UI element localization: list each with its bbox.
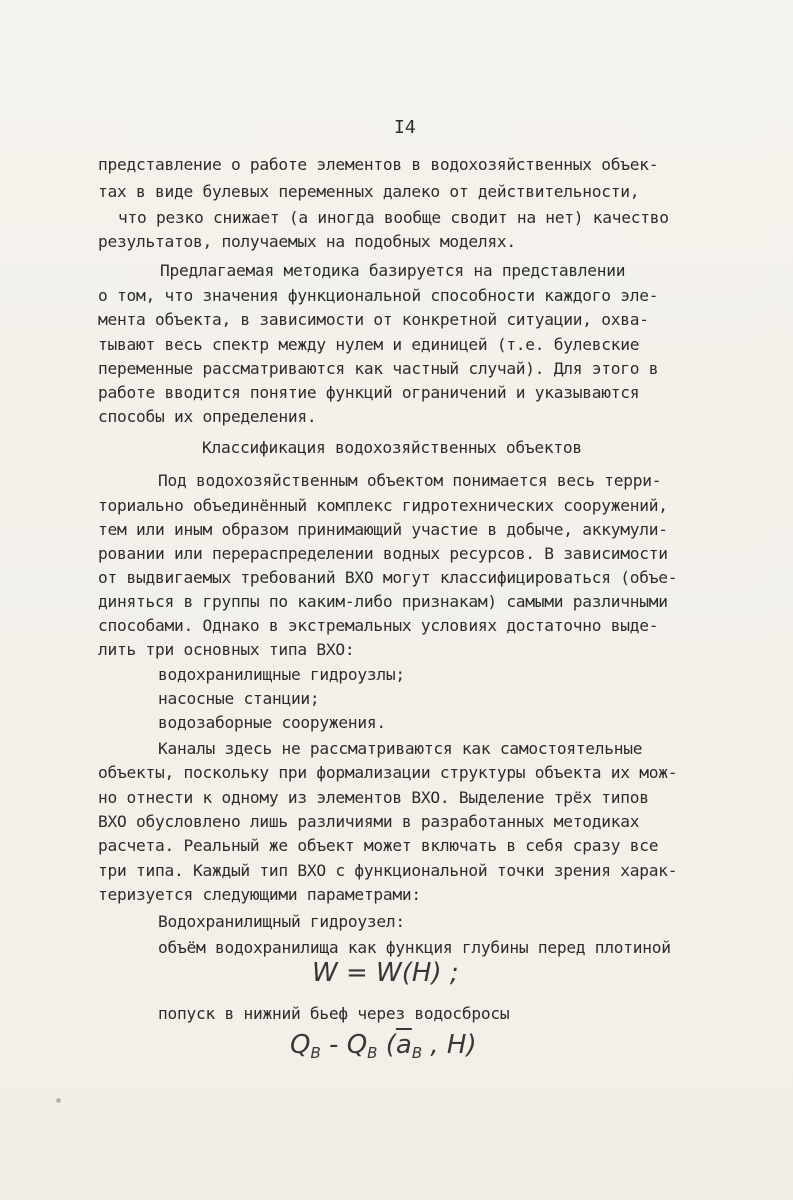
text-line: тывают весь спектр между нулем и единицей (т.е. булевские [98,335,640,354]
formula-term: W(H) [376,958,442,988]
text-line: что резко снижает (а иногда вообще сводит на нет) качество [118,208,669,227]
text-line: тем или иным образом принимающий участие в добыче, аккумули- [98,520,668,539]
formula-end: ; [441,958,459,988]
text-line: три типа. Каждый тип ВХО с функциональной точки зрения харак- [98,861,678,880]
text-line: лить три основных типа ВХО: [98,640,355,659]
page-number: I4 [394,117,416,138]
text-line: способы их определения. [98,407,317,426]
text-line: ВХО обусловлено лишь различиями в разработанных методиках [98,812,640,831]
formula-separator: , [422,1030,447,1060]
text-line: способами. Однако в экстремальных условиях достаточно выде- [98,616,659,635]
formula-term: Q [290,1030,311,1060]
text-line: Под водохозяйственным объектом понимается весь терри- [158,471,662,490]
text-line: диняться в группы по каким-либо признакам) самыми различными [98,592,668,611]
formula-paren: ) [466,1030,477,1060]
text-line: Водохранилищный гидроузел: [158,912,405,931]
text-line: мента объекта, в зависимости от конкретной ситуации, охва- [98,310,649,329]
formula-term: H [446,1030,467,1060]
list-item: водохранилищные гидроузлы; [158,665,405,684]
section-heading: Классификация водохозяйственных объектов [202,438,582,457]
list-item: насосные станции; [158,689,320,708]
formula-term: $\overline{a}$ [395,1030,412,1060]
formula-subscript: B [367,1044,378,1062]
formula-paren: ( [377,1030,396,1060]
text-line: ториально объединённый комплекс гидротехнических сооружений, [98,496,668,515]
list-item: водозаборные сооружения. [158,713,386,732]
text-line: переменные рассматриваются как частный случай). Для этого в [98,359,659,378]
text-line: попуск в нижний бьеф через водосбросы [158,1004,510,1023]
formula-volume [312,958,459,988]
text-line: о том, что значения функциональной способности каждого эле- [98,286,659,305]
text-line: работе вводится понятие функций ограничений и указываются [98,383,640,402]
text-line: Предлагаемая методика базируется на представлении [160,261,626,280]
text-line: теризуется следующими параметрами: [98,885,421,904]
text-line: объекты, поскольку при формализации структуры объекта их мож- [98,763,678,782]
text-line: Каналы здесь не рассматриваются как самостоятельные [158,739,643,758]
text-line: от выдвигаемых требований ВХО могут классифицироваться (объе- [98,568,678,587]
text-line: результатов, получаемых на подобных моделях. [98,232,516,251]
text-line: но отнести к одному из элементов ВХО. Выделение трёх типов [98,788,649,807]
text-line: расчета. Реальный же объект может включать в себя сразу все [98,836,659,855]
formula-subscript: B [310,1044,321,1062]
formula-operator: = [337,958,377,988]
text-line: ровании или перераспределении водных ресурсов. В зависимости [98,544,668,563]
formula-term: Q [346,1030,368,1060]
paper-speck [56,1098,61,1103]
text-line: объём водохранилища как функция глубины перед плотиной [158,938,671,957]
formula-operator: - [320,1030,347,1060]
formula-term: W [312,958,338,988]
formula-subscript: B [411,1044,423,1062]
text-line: тах в виде булевых переменных далеко от действительности, [98,182,640,201]
text-line: представление о работе элементов в водохозяйственных объек- [98,155,659,174]
formula-discharge [290,1030,477,1062]
